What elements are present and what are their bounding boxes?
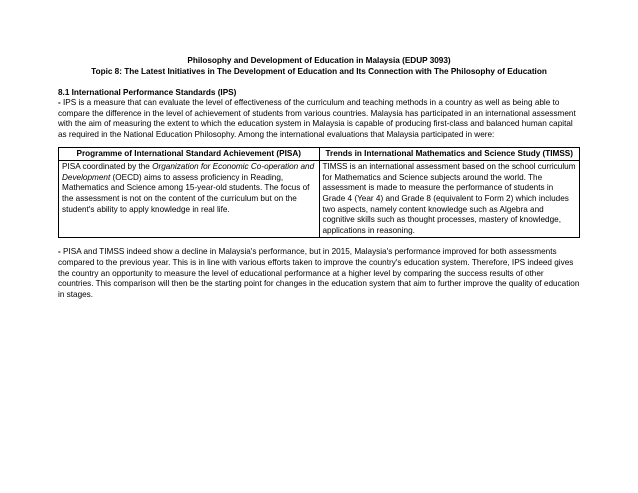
topic-title: Topic 8: The Latest Initiatives in The Development of Education and Its Connection with The Philosophy of Education bbox=[91, 66, 547, 76]
closing-bullet: - bbox=[58, 247, 61, 257]
intro-paragraph bbox=[58, 98, 580, 140]
header-pisa: Programme of International Standard Achievement (PISA) bbox=[59, 147, 320, 161]
document-header bbox=[58, 56, 580, 78]
comparison-table bbox=[58, 147, 580, 239]
table-header-row bbox=[59, 147, 580, 161]
document-page bbox=[58, 56, 580, 300]
header-timss: Trends in International Mathematics and Science Study (TIMSS) bbox=[319, 147, 580, 161]
pisa-text-end: (OECD) aims to assess proficiency in Reading, Mathematics and Science among 15-year-old students. The focus of the assessment is not on the content of the curriculum but on the student's ability to apply knowledge in real life. bbox=[62, 172, 310, 214]
intro-text: IPS is a measure that can evaluate the level of effectiveness of the curriculum and teaching methods in a country as well as being able to compare the difference in the level of achievement of students from various countries. Malaysia has participated in an international assessment with the aim of measuring the extent to which the education system in Malaysia is capable of producing first-class and balanced human capital as required in the National Education Philosophy. Among the international evaluations that Malaysia participated in were: bbox=[58, 98, 576, 139]
section-heading: 8.1 International Performance Standards (IPS) bbox=[58, 87, 237, 97]
closing-paragraph bbox=[58, 247, 580, 300]
table-row bbox=[59, 161, 580, 238]
pisa-text-start: PISA coordinated by the bbox=[62, 162, 153, 172]
intro-bullet: - bbox=[58, 98, 61, 108]
course-title: Philosophy and Development of Education in Malaysia (EDUP 3093) bbox=[187, 56, 451, 65]
pisa-organization: Organization for Economic Co-operation and Development bbox=[62, 162, 315, 182]
cell-timss: TIMSS is an international assessment based on the school curriculum for Mathematics and Science subjects around the world. The assessment is made to measure the performance of students in Grade 4 (Year 4) and Grade 8 (equivalent to Form 2) which includes two aspects, namely content knowledge such as Algebra and cognitive skills such as thought processes, mastery of knowledge, applications in reasoning. bbox=[319, 161, 580, 238]
closing-text: PISA and TIMSS indeed show a decline in Malaysia's performance, but in 2015, Malaysia's performance improved for both assessments compared to the previous year. This is in line with various efforts taken to improve the country's education system. Therefore, IPS indeed gives the country an opportunity to measure the level of educational performance at a higher level by comparing the success results of other countries. This comparison will then be the starting point for changes in the education system that aim to further improve the quality of education in stages. bbox=[58, 247, 580, 299]
cell-pisa bbox=[59, 161, 320, 238]
